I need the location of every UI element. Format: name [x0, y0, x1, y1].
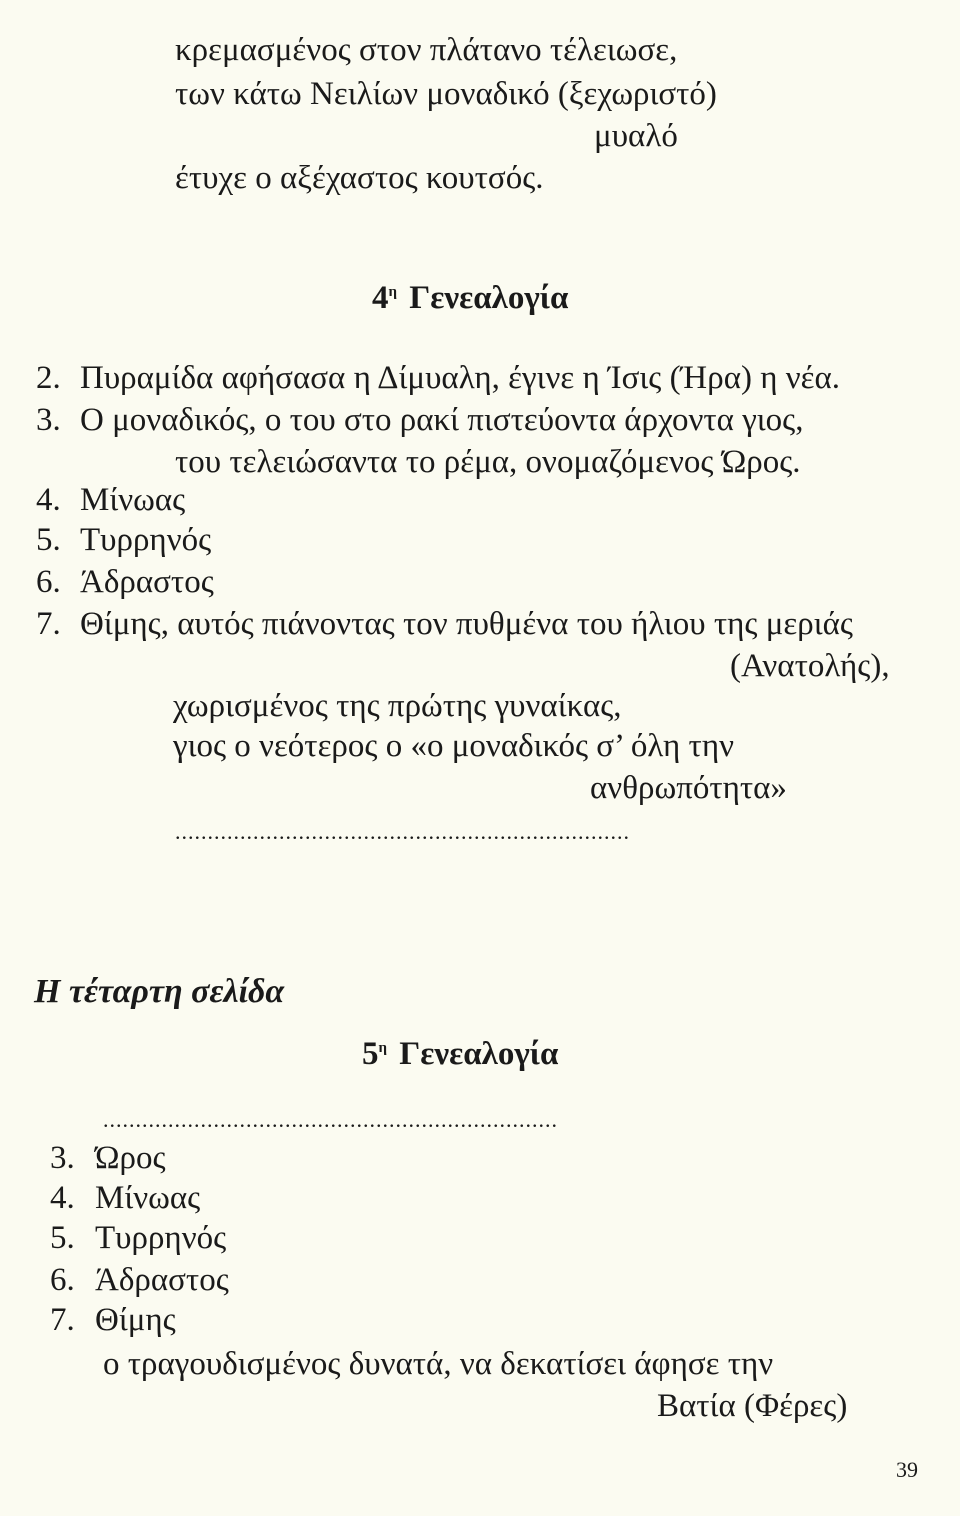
heading-number: 4: [372, 280, 389, 316]
page-number: 39: [896, 1457, 918, 1482]
list-number: 5.: [50, 1220, 75, 1256]
list-item: Μίνωας: [95, 1180, 201, 1216]
dotted-line: ......................................................................: [175, 820, 630, 844]
list-item-continuation: ανθρωπότητα»: [590, 770, 787, 806]
list-number: 6.: [50, 1262, 75, 1298]
poem-line-1: κρεμασμένος στον πλάτανο τέλειωσε,: [175, 32, 678, 68]
section-title: Η τέταρτη σελίδα: [34, 973, 285, 1010]
list-item: Άδραστος: [80, 564, 214, 600]
list-item: Θίμης, αυτός πιάνοντας τον πυθμένα του ήλιου της μεριάς: [80, 606, 853, 642]
list-item: Ώρος: [95, 1140, 166, 1176]
list-item-continuation: Βατία (Φέρες): [657, 1388, 848, 1424]
list-number: 2.: [36, 360, 61, 396]
poem-line-3: μυαλό: [594, 118, 678, 154]
poem-line-4: έτυχε ο αξέχαστος κουτσός.: [175, 160, 544, 196]
list-item: Μίνωας: [80, 482, 186, 518]
heading-title: Γενεαλογία: [399, 1036, 559, 1072]
list-number: 3.: [36, 402, 61, 438]
poem-line-2: των κάτω Νειλίων μοναδικό (ξεχωριστό): [175, 76, 717, 112]
list-number: 4.: [50, 1180, 75, 1216]
heading-superscript: η: [378, 1040, 388, 1056]
list-number: 3.: [50, 1140, 75, 1176]
list-item: Θίμης: [95, 1302, 176, 1338]
list-number: 6.: [36, 564, 61, 600]
heading-superscript: η: [388, 284, 398, 300]
list-number: 7.: [50, 1302, 75, 1338]
list-item-continuation: του τελειώσαντα το ρέμα, ονομαζόμενος Ώρος.: [175, 444, 801, 480]
list-item-continuation: χωρισμένος της πρώτης γυναίκας,: [173, 688, 622, 724]
list-item: Ο μοναδικός, ο του στο ρακί πιστεύοντα άρχοντα γιος,: [80, 402, 804, 438]
dotted-line: ......................................................................: [103, 1108, 558, 1132]
heading-title: Γενεαλογία: [409, 280, 569, 316]
genealogy-4-heading: [372, 278, 568, 318]
list-item: Τυρρηνός: [80, 522, 212, 558]
genealogy-5-heading: [362, 1034, 558, 1074]
list-item: Πυραμίδα αφήσασα η Δίμυαλη, έγινε η Ίσις (Ήρα) η νέα.: [80, 360, 841, 396]
list-item: Τυρρηνός: [95, 1220, 227, 1256]
list-item-continuation: γιος ο νεότερος ο «ο μοναδικός σ’ όλη την: [173, 728, 734, 764]
heading-number: 5: [362, 1036, 379, 1072]
list-number: 4.: [36, 482, 61, 518]
list-item: Άδραστος: [95, 1262, 229, 1298]
list-item-continuation: ο τραγουδισμένος δυνατά, να δεκατίσει άφησε την: [103, 1346, 774, 1382]
list-number: 7.: [36, 606, 61, 642]
list-number: 5.: [36, 522, 61, 558]
list-item-continuation: (Ανατολής),: [730, 648, 890, 684]
